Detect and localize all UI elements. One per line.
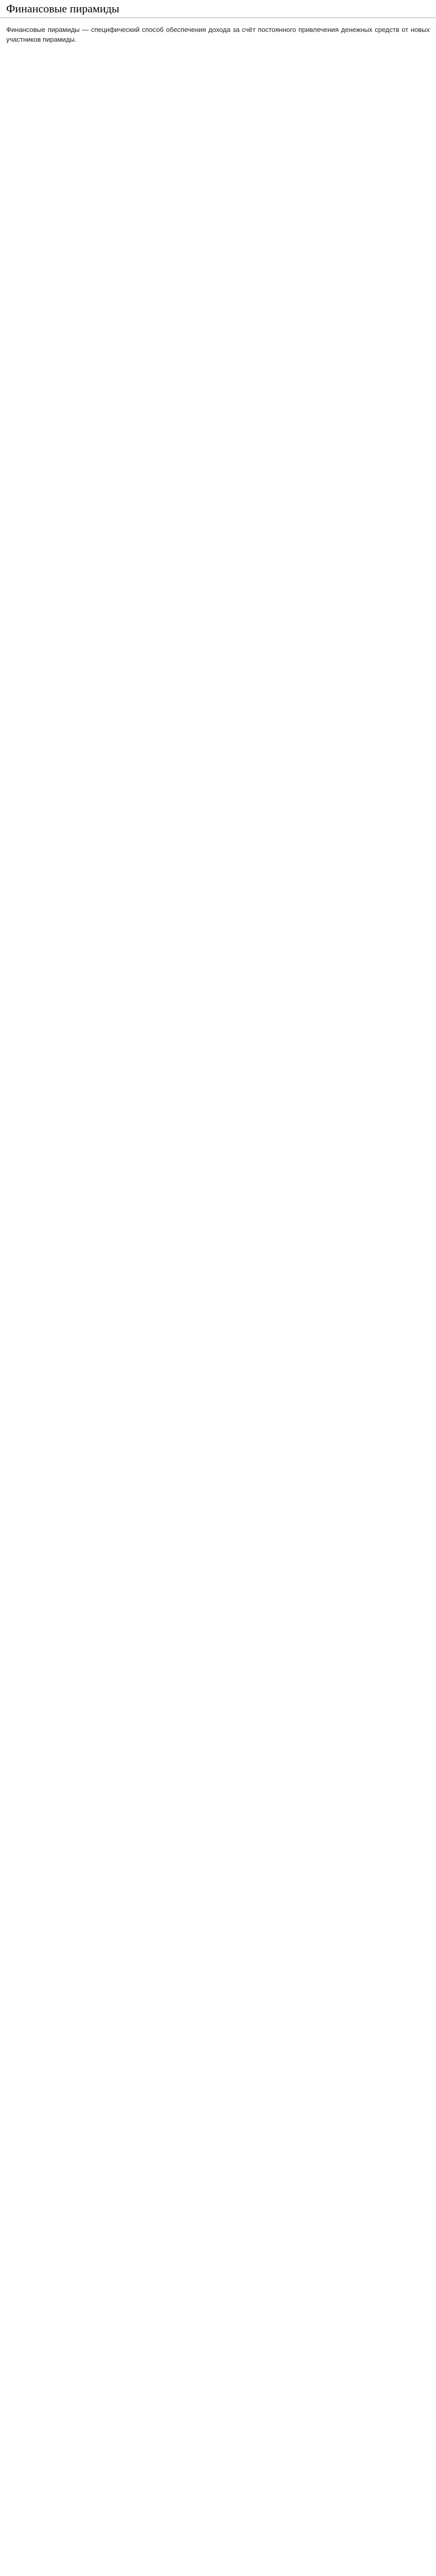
article-body — [6, 25, 430, 49]
page-title: Финансовые пирамиды — [6, 2, 119, 15]
article-paragraph: Финансовые пирамиды — специфический способ обеспечения дохода за счёт постоянного привлечения денежных средств от новых участников пирамиды. — [6, 26, 430, 43]
page-header — [0, 0, 436, 18]
